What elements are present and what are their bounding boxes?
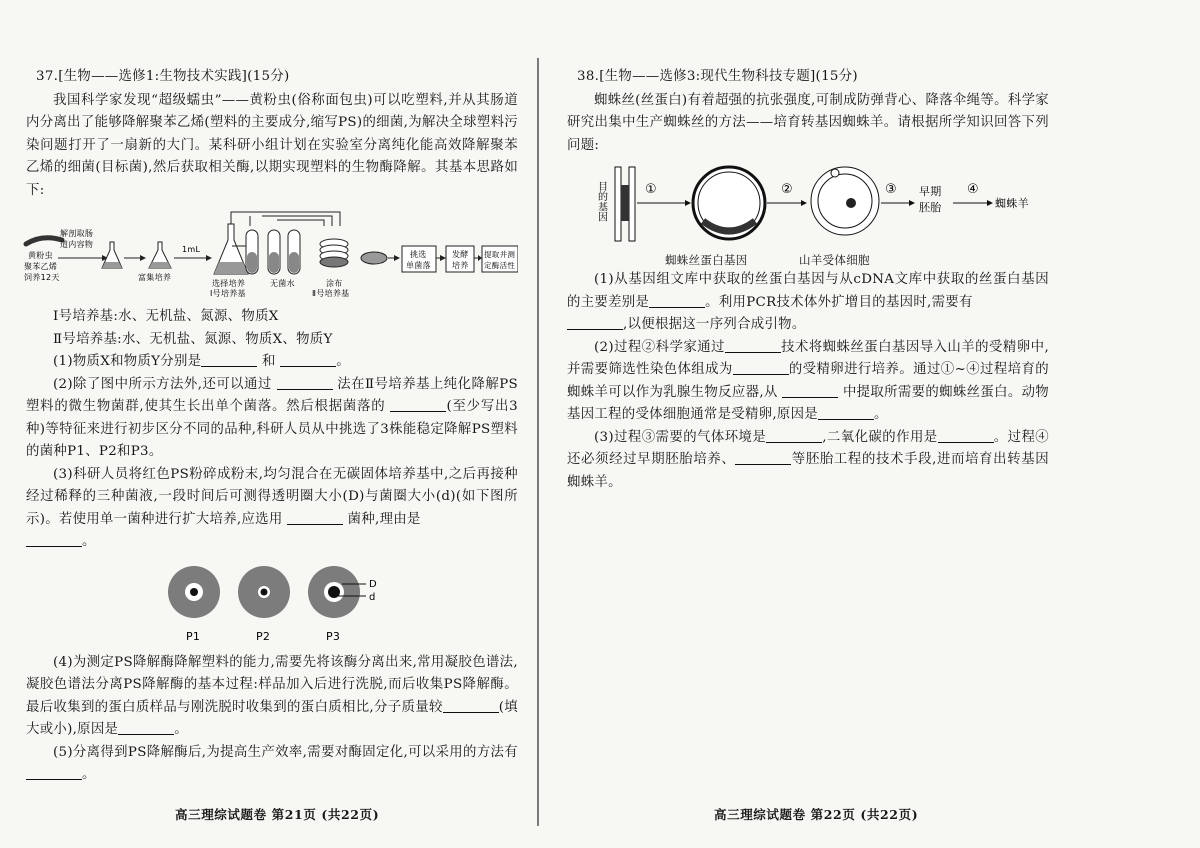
worm-label: 饲养12天	[24, 273, 60, 282]
plasmid-caption: 蜘蛛丝蛋白基因	[665, 253, 748, 267]
selection-label: Ⅰ号培养基	[210, 289, 246, 298]
subquestion-38-3: (3)过程③需要的气体环境是 ,二氧化碳的作用是 。过程④还必须经过早期胚胎培养、 等胚胎工程的技术手段,进而培育出转基因蜘蛛羊。	[567, 429, 1049, 490]
extract-label: 解剖取肠	[60, 229, 94, 238]
flask-icon	[102, 242, 122, 268]
step-2-label: ②	[781, 182, 793, 197]
answer-blank[interactable]	[26, 532, 82, 547]
isolation-flow-diagram	[22, 206, 518, 300]
spread-label: Ⅱ号培养基	[312, 289, 350, 298]
intro-line: 我国科学家发现“超级蠕虫”——黄粉虫(俗称面包虫)可以吃塑料,并从其	[53, 92, 491, 108]
box-label: 培养	[452, 261, 469, 270]
answer-blank[interactable]	[280, 352, 336, 367]
petri-dish-stack-icon	[320, 239, 348, 267]
subquestion-4: (4)为测定PS降解酶降解塑料的能力,需要先将该酶分离出来,常用凝胶色谱法,凝胶色谱法分离PS降解酶的基本过程:样品加入后进行洗脱,而后收集PS降解酶。最后收集到的蛋白质样品与刚洗脱时收集到的蛋白质相比,分子质量较 (填大或小),原因是 。	[26, 654, 518, 737]
question-38	[567, 66, 1049, 494]
box-label: 单菌落	[406, 261, 431, 270]
box-label: 定酶活性	[484, 261, 516, 270]
colony-diameter-label: d	[369, 591, 376, 603]
subquestion-3: (3)科研人员将红色PS粉碎成粉末,均匀混合在无碳固体培养基中,之后再接种经过稀释的三种菌液,一段时间后可测得透明圈大小(D)与菌圈大小(d)(如下图所示)。若使用单一菌种进行扩大培养,应选用 菌种,理由是 。	[26, 466, 518, 549]
test-tube-icon	[246, 230, 258, 274]
box-label: 发酵	[452, 250, 469, 259]
halo-diameter-label: D	[369, 578, 378, 590]
page-footer-left: 高三理综试题卷 第21页 (共22页)	[175, 807, 380, 822]
flask-icon	[214, 224, 248, 274]
answer-blank[interactable]	[287, 510, 343, 525]
strain-label: P3	[326, 629, 341, 643]
answer-blank[interactable]	[735, 450, 791, 465]
answer-blank[interactable]	[201, 352, 257, 367]
worm-label: 黄粉虫	[28, 251, 53, 260]
answer-blank[interactable]	[26, 765, 82, 780]
mealworm-icon	[26, 238, 62, 244]
intro-line: 肠道内分离出了能够降解聚苯乙烯(塑料的主要成分,缩写PS)的细菌,为解决	[26, 92, 518, 130]
flask-icon	[149, 242, 171, 268]
embryo-label: 胚胎	[919, 201, 942, 214]
embryo-label: 早期	[919, 185, 942, 198]
step-1-label: ①	[645, 182, 657, 197]
medium-2-formula: Ⅱ号培养基:水、无机盐、氮源、物质X、物质Y	[53, 331, 333, 347]
sterile-water-label: 无菌水	[270, 279, 295, 288]
medium-1-formula: Ⅰ号培养基:水、无机盐、氮源、物质X	[53, 309, 279, 324]
subquestion-38-1: (1)从基因组文库中获取的丝蛋白基因与从cDNA文库中获取的丝蛋白基因的主要差别是 。利用PCR技术体外扩增目的基因时,需要有 ,以便根据这一序列合成引物。	[567, 272, 1049, 332]
plasmid-icon	[693, 167, 765, 239]
dna-strand-icon	[615, 167, 635, 241]
worm-label: 聚苯乙烯	[24, 262, 58, 271]
answer-blank[interactable]	[443, 698, 499, 713]
spider-goat-label: 蜘蛛羊	[995, 197, 1029, 210]
answer-blank[interactable]	[725, 338, 781, 353]
answer-blank[interactable]	[649, 293, 705, 308]
colony-p2	[238, 566, 290, 618]
box-label: 提取并测	[484, 250, 516, 259]
diagram-captions	[567, 249, 1049, 269]
subquestion-5: (5)分离得到PS降解酶后,为提高生产效率,需要对酶固定化,可以采用的方法有。	[26, 742, 518, 787]
extract-label: 道内容物	[60, 240, 94, 249]
answer-blank[interactable]	[118, 720, 174, 735]
subquestion-2: (2)除了图中所示方法外,还可以通过 法在Ⅱ号培养基上纯化降解PS塑料的微生物菌群,使其生长出单个菌落。然后根据菌落的 (至少写出3种)等特征来进行初步区分不同的品种,科研人员从中挑选了3株能稳定降解PS塑料的菌种P1、P2和P3。	[26, 376, 519, 459]
selection-label: 选择培养	[212, 279, 246, 288]
strain-label: P1	[186, 629, 201, 643]
subquestion-38-2: (2)过程②科学家通过 技术将蜘蛛丝蛋白基因导入山羊的受精卵中,并需要筛选性染色体组成为 的受精卵进行培养。通过①~④过程培育的蜘蛛羊可以作为乳腺生物反应器,从 中提取所需要的蜘蛛丝蛋白。动物基因工程的受体细胞通常是受精卵,原因是 。	[567, 339, 1049, 422]
colony-p1	[168, 566, 220, 618]
answer-blank[interactable]	[782, 383, 838, 398]
answer-blank[interactable]	[818, 405, 874, 420]
question-37-intro	[26, 90, 518, 203]
intro-line: 全球塑料污染问题打开了一扇新的大门。某科研小组计划在实验室分离纯化	[26, 115, 518, 153]
transgenic-process-diagram	[595, 163, 1035, 249]
strain-label: P2	[256, 629, 271, 643]
intro-line: 能高效降解聚苯乙烯的细菌(目标菌),然后获取相关酶,以期实现塑料的生物	[26, 137, 518, 175]
answer-blank[interactable]	[766, 428, 822, 443]
step-3-label: ③	[885, 182, 897, 197]
question-38-title: 38.[生物——选修3:现代生物科技专题](15分)	[577, 69, 858, 84]
egg-caption: 山羊受体细胞	[799, 253, 870, 267]
box-label: 挑选	[410, 250, 427, 259]
colony-p3	[308, 566, 360, 618]
column-divider	[537, 58, 539, 826]
answer-blank[interactable]	[938, 428, 994, 443]
page-footer-right: 高三理综试题卷 第22页 (共22页)	[714, 807, 919, 822]
volume-label: 1mL	[182, 245, 201, 254]
question-37	[26, 66, 518, 787]
question-37-title: 37.[生物——选修1:生物技术实践](15分)	[36, 69, 290, 84]
answer-blank[interactable]	[277, 375, 333, 390]
spread-label: 涂布	[326, 279, 343, 288]
question-38-intro: 蜘蛛丝(丝蛋白)有着超强的抗张强度,可制成防弹背心、降落伞绳等。科学家研究出集中生产蜘蛛丝的方法——培育转基因蜘蛛羊。请根据所学知识回答下列问题:	[567, 92, 1049, 153]
egg-cell-icon	[811, 167, 879, 235]
answer-blank[interactable]	[733, 360, 789, 375]
enrichment-label: 富集培养	[138, 273, 172, 282]
halo-comparison-diagram	[166, 562, 386, 646]
answer-blank[interactable]	[390, 397, 446, 412]
test-tube-icon	[268, 230, 280, 274]
intro-line: 酶降解。其基本思路如下:	[26, 160, 519, 198]
petri-dish-icon	[361, 252, 387, 264]
target-gene-label: 目的基因	[595, 181, 607, 223]
step-4-label: ④	[967, 182, 979, 197]
subquestion-1: (1)物质X和物质Y分别是 和 。	[53, 354, 350, 369]
answer-blank[interactable]	[567, 315, 623, 330]
test-tube-icon	[288, 230, 300, 274]
